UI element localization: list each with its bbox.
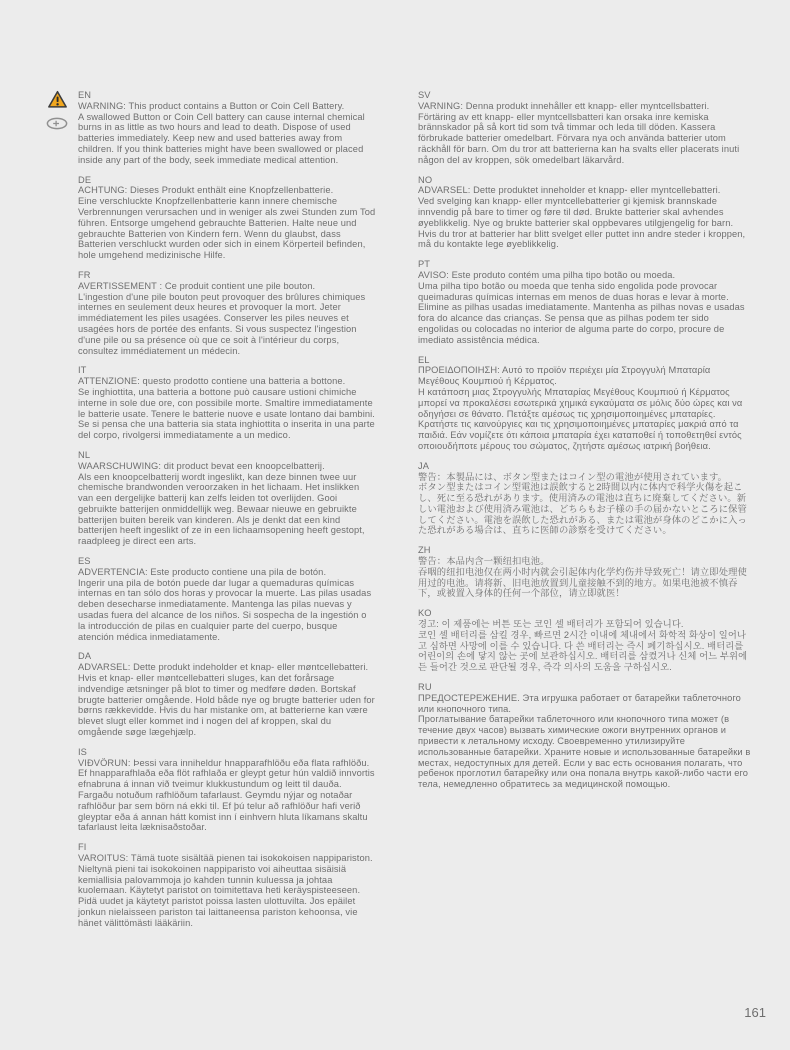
warning-section-it	[78, 365, 376, 441]
warning-body: 코인 셀 배터리를 삼킬 경우, 빠르면 2시간 이내에 체내에서 화학적 화상이 일어나고 심하면 사망에 이를 수 있습니다. 다 쓴 배터리는 즉시 폐기하십시오. 배터리를 어린이의 손에 닿지 않는 곳에 보관하십시오. 배터리를 삼켰거나 신체 어느 부위에든 들어간 것으로 판단될 경우, 즉각 의사의 도움을 구하십시오.	[418, 629, 748, 673]
language-code: SV	[418, 90, 431, 100]
warning-title: AVISO: Este produto contém uma pilha tipo botão ou moeda.	[418, 269, 676, 280]
warning-title: 경고: 이 제품에는 버튼 또는 코인 셀 배터리가 포함되어 있습니다.	[418, 619, 684, 630]
language-code: DA	[78, 651, 92, 662]
warning-body: Förtäring av ett knapp- eller myntcellsbatteri kan orsaka inre kemiska brännskador på så kort tid som två timmar och leda till döden. Kassera förbrukade batterier omedelbart. Förvara nya och använda batterier utom räckhåll för barn. Om du tror att batterierna kan ha svalts eller placerats inuti någon del av kroppen, sök omedelbart läkarvård.	[418, 111, 740, 165]
warning-title: WAARSCHUWING: dit product bevat een knoopcelbatterij.	[78, 460, 325, 471]
warning-section-nl	[78, 450, 376, 547]
warning-section-da	[78, 651, 376, 737]
language-code: ZH	[418, 545, 431, 556]
warning-body: Η κατάποση μιας Στρογγυλής Μπαταρίας Μεγέθους Κουμπιού ή Κέρματος μπορεί να προκαλέσει εσωτερικά χημικά εγκαύματα σε μόλις δύο ώρες και να οδηγήσει σε θάνατο. Πετάξτε αμέσως τις χρησιμοποιημένες μπαταρίες. Κρατήστε τις καινούργιες και τις χρησιμοποιημένες μπαταρίες μακριά από τα παιδιά. Εάν νομίζετε ότι κάποια μπαταρία έχει καταποθεί ή τοποθετηθεί εντός οποιουδήποτε μέρους του σώματος, ζητήστε αμέσως ιατρική βοήθεια.	[418, 386, 743, 451]
language-code: EL	[418, 354, 430, 365]
warning-body: Se inghiottita, una batteria a bottone può causare ustioni chimiche interne in sole due ore, con possibile morte. Smaltire immediatamente le batterie usate. Tenere le batterie nuove e usate lontano dai bambini. Se si pensa che una batteria sia stata inghiottita o inserita in una parte del corpo, rivolgersi immediatamente a un medico.	[78, 386, 375, 441]
language-code: IS	[78, 746, 87, 757]
warning-section-no	[418, 175, 752, 251]
coin-cell-battery-icon	[46, 117, 68, 135]
warning-section-pt	[418, 259, 752, 345]
page-number: 161	[744, 1005, 766, 1020]
warning-body: Ingerir una pila de botón puede dar lugar a quemaduras químicas internas en tan sólo dos horas y provocar la muerte. Las pilas usadas deben desecharse inmediatamente. Mantenga las pilas nuevas y usadas fuera del alcance de los niños. Si sospecha de la ingestión o la introducción de pilas en cualquier parte del cuerpo, busque atención médica inmediatamente.	[78, 577, 372, 642]
warning-title: ADVARSEL: Dette produkt indeholder et knap- eller møntcellebatteri.	[78, 662, 369, 673]
warning-section-fi	[78, 842, 376, 928]
warning-body: Nieltynä pieni tai isokokoinen nappiparisto voi aiheuttaa sisäisiä kemiallisia palovammoja jo kahden tunnin kuluessa ja johtaa kuolemaan. Käytetyt paristot on toimitettava heti keräyspisteeseen. Pidä uudet ja käytetyt paristot poissa lasten ulottuvilta. Jos epäilet jonkun nielaisseen pariston tai laittaneensa pariston kehoonsa, vie hänet välittömästi lääkäriin.	[78, 863, 361, 928]
warning-body: Hvis et knap- eller møntcellebatteri sluges, kan det forårsage indvendige ætsninger på blot to timer og medføre døden. Bortskaf brugte batterier omgående. Hold både nye og brugte batterier uden for børns rækkevidde. Hvis du har mistanke om, at batterierne kan være blevet slugt eller kommet ind i nogen del af kroppen, skal du omgående søge lægehjælp.	[78, 673, 375, 738]
warning-title: 警告：本品内含一颗纽扣电池。	[418, 556, 550, 567]
warning-section-zh	[418, 545, 752, 599]
language-code: IT	[78, 365, 87, 376]
warning-title: VIÐVÖRUN: Þessi vara inniheldur hnapparafhlöðu eða flata rafhlöðu.	[78, 757, 370, 768]
warning-text-columns	[78, 90, 752, 938]
warning-triangle-icon	[47, 90, 68, 114]
warning-section-ru	[418, 682, 752, 790]
warning-section-en	[78, 90, 376, 166]
warning-body: Als een knoopcelbatterij wordt ingeslikt, kan deze binnen twee uur chemische brandwonden veroorzaken in het lichaam. Het inslikken van een dergelijke batterij kan zelfs leiden tot overlijden. Gooi gebruikte batterijen onmiddellijk weg. Bewaar nieuwe en gebruikte batterijen buiten bereik van kinderen. Als je denkt dat een kind batterijen heeft ingeslikt of ze in een lichaamsopening heeft gestopt, raadpleeg je direct een arts.	[78, 471, 365, 547]
warning-title: VAROITUS: Tämä tuote sisältää pienen tai isokokoisen nappipariston.	[78, 853, 373, 863]
language-code: EN	[78, 90, 92, 100]
warning-body: Ef hnapparafhlaða eða flöt rafhlaða er gleypt getur hún valdið innvortis efnabruna á innan við tveimur klukkustundum og leitt til dauða. Fargaðu notuðum rafhlöðum tafarlaust. Geymdu nýjar og notaðar rafhlöður þar sem börn ná ekki til. Ef þú telur að rafhlöður hafi verið gleyptar eða á annan hátt komist inn í einhvern hluta líkamans skaltu tafarlaust leita læknisaðstoðar.	[78, 768, 375, 833]
warning-title: VARNING: Denna produkt innehåller ett knapp- eller myntcellsbatteri.	[418, 100, 710, 111]
warning-title: AVERTISSEMENT : Ce produit contient une pile bouton.	[78, 280, 316, 291]
warning-section-el	[418, 355, 752, 452]
warning-section-ja	[418, 461, 752, 537]
language-code: JA	[418, 460, 430, 471]
right-column	[418, 90, 752, 938]
warning-section-es	[78, 556, 376, 642]
language-code: RU	[418, 682, 432, 693]
warning-body: Eine verschluckte Knopfzellenbatterie kann innere chemische Verbrennungen verursachen und in weniger als zwei Stunden zum Tod führen. Entsorge umgehend gebrauchte Batterien. Halte neue und gebrauchte Batterien von Kindern fern. Wenn du glaubst, dass Batterien verschluckt wurden oder sich in einem Körperteil befinden, hole umgehend medizinische Hilfe.	[78, 196, 376, 261]
warning-title: ΠΡΟΕΙΔΟΠΟΙΗΣΗ: Αυτό το προϊόν περιέχει μία Στρογγυλή Μπαταρία Μεγέθους Κουμπιού ή Κέρματος.	[418, 365, 711, 387]
language-code: PT	[418, 259, 431, 270]
language-code: NL	[78, 449, 91, 460]
language-code: ES	[78, 556, 91, 567]
language-code: KO	[418, 608, 432, 619]
left-column	[78, 90, 376, 938]
warning-title: ADVARSEL: Dette produktet inneholder et knapp- eller myntcellebatteri.	[418, 185, 721, 196]
warning-title: ATTENZIONE: questo prodotto contiene una batteria a bottone.	[78, 376, 346, 387]
warning-body: A swallowed Button or Coin Cell battery can cause internal chemical burns in as little as two hours and lead to death. Dispose of used batteries immediately. Keep new and used batteries away from children. If you think batteries might have been swallowed or placed inside any part of the body, seek immediate medical attention.	[78, 111, 365, 165]
warning-body: 吞咽的纽扣电池仅在两小时内就会引起体内化学灼伤并导致死亡！请立即处理使用过的电池。请将新、旧电池放置到儿童接触不到的地方。如果电池被不慎吞下，或被置入身体的任何一个部位，请立即就医！	[418, 566, 747, 599]
language-code: FR	[78, 269, 91, 280]
warning-section-sv	[418, 90, 752, 166]
language-code: FI	[78, 842, 87, 853]
warning-title: ADVERTENCIA: Este producto contiene una pila de botón.	[78, 566, 327, 577]
warning-title: 警告：本製品には、ボタン型またはコイン型の電池が使用されています。	[418, 471, 728, 482]
language-code: NO	[418, 174, 433, 185]
warning-title: WARNING: This product contains a Button or Coin Cell Battery.	[78, 100, 345, 111]
warning-body: Ved svelging kan knapp- eller myntcellebatterier gi kjemisk brannskade innvendig på bare to timer og føre til død. Brukte batterier skal avhendes øyeblikkelig. Nye og brukte batterier skal oppbevares utilgjengelig for barn. Hvis du tror at batterier har blitt svelget eller puttet inn andre steder i kroppen, må du kontakte lege øyeblikkelig.	[418, 196, 746, 250]
warning-section-de	[78, 175, 376, 261]
warning-section-ko	[418, 608, 752, 673]
warning-body: ボタン型またはコイン型電池は誤飲すると2時間以内に体内で科学火傷を起こし、死に至る恐れがあります。使用済みの電池は直ちに廃棄してください。新しい電池および使用済み電池は、どちらもお子様の手の届かないところに保管してください。電池を誤飲した恐れがある、または電池が身体のどこかに入った恐れがある場合は、直ちに医師の診察を受けてください。	[418, 482, 747, 536]
language-code: DE	[78, 174, 92, 185]
warning-icon-stack	[45, 90, 69, 135]
warning-body: L'ingestion d'une pile bouton peut provoquer des brûlures chimiques internes en seulement deux heures et provoquer la mort. Jeter immédiatement les piles usagées. Conserver les piles neuves et usagées hors de portée des enfants. Si vous suspectez l'ingestion d'une pile ou sa présence où que ce soit à l'intérieur du corps, consultez immédiatement un médecin.	[78, 291, 366, 356]
warning-title: ПРЕДОСТЕРЕЖЕНИЕ. Эта игрушка работает от батарейки таблеточного или кнопочного типа.	[418, 692, 741, 714]
warning-body: Uma pilha tipo botão ou moeda que tenha sido engolida pode provocar queimaduras químicas internas em menos de duas horas e levar à morte. Elimine as pilhas usadas imediatamente. Mantenha as pilhas novas e usadas fora do alcance das crianças. Se pensa que as pilhas podem ter sido engolidas ou colocadas no interior de alguma parte do corpo, procure de imediato assistência médica.	[418, 280, 745, 345]
warning-section-fr	[78, 270, 376, 356]
warning-title: ACHTUNG: Dieses Produkt enthält eine Knopfzellenbatterie.	[78, 185, 334, 196]
warning-section-is	[78, 747, 376, 833]
warning-body: Проглатывание батарейки таблеточного или кнопочного типа может (в течение двух часов) вызвать химические ожоги внутренних органов и привести к летальному исходу. Своевременно утилизируйте использованные батарейки. Храните новые и использованные батарейки в местах, недоступных для детей. Если у вас есть основания полагать, что ребенок проглотил батарейку или она попала внутрь какой-либо части его тела, немедленно обратитесь за медицинской помощью.	[418, 714, 751, 790]
